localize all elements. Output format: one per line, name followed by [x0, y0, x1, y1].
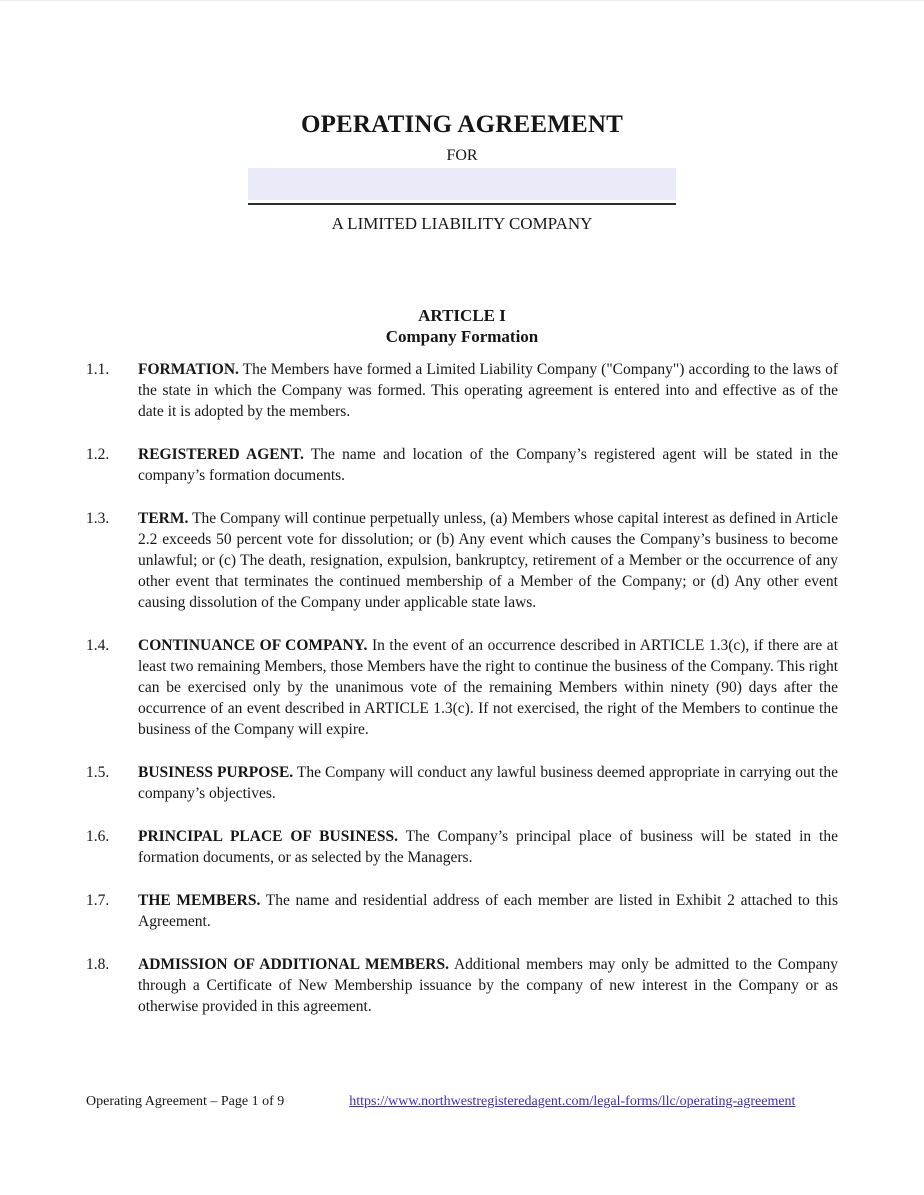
- section-number: 1.3.: [86, 510, 110, 527]
- section-text: Additional members may only be admitted to the Company through a Certificate of New Membership issuance by the company of new interest in the Company or as otherwise provided in this agreement.: [138, 956, 838, 1015]
- section-principal-place-of-business: [86, 826, 838, 868]
- section-number: 1.6.: [86, 828, 110, 845]
- section-body: [138, 444, 838, 486]
- section-number: 1.2.: [86, 446, 110, 463]
- section-number: 1.8.: [86, 956, 110, 973]
- company-name-input[interactable]: [248, 168, 676, 200]
- section-title: BUSINESS PURPOSE.: [138, 764, 294, 781]
- section-body: [138, 635, 838, 740]
- section-number: 1.7.: [86, 892, 110, 909]
- section-title: REGISTERED AGENT.: [138, 446, 304, 463]
- article-sections: [86, 359, 838, 1017]
- section-title: ADMISSION OF ADDITIONAL MEMBERS.: [138, 956, 449, 973]
- section-text: In the event of an occurrence described in ARTICLE 1.3(c), if there are at least two remaining Members, those Members have the right to continue the business of the Company. This right can be exercised only by the unanimous vote of the remaining Members within ninety (90) days after the occurrence of an event described in ARTICLE 1.3(c). If not exercised, the right of the Members to continue the business of the Company will expire.: [138, 637, 838, 738]
- section-body: [138, 762, 838, 804]
- section-title: THE MEMBERS.: [138, 892, 261, 909]
- section-formation: [86, 359, 838, 422]
- section-body: [138, 826, 838, 868]
- llc-subheading: A LIMITED LIABILITY COMPANY: [331, 214, 593, 233]
- section-number: 1.4.: [86, 637, 110, 654]
- footer-source-link[interactable]: https://www.northwestregisteredagent.com/legal-forms/llc/operating-agreement: [349, 1094, 796, 1109]
- article-subheading: Company Formation: [385, 327, 539, 346]
- section-text: The Company will continue perpetually unless, (a) Members whose capital interest as defined in Article 2.2 exceeds 50 percent vote for dissolution; or (b) Any event which causes the Company’s business to become unlawful; or (c) The death, resignation, expulsion, bankruptcy, retirement of a Member or the occurrence of any other event that terminates the continued membership of a Member of the Company; or (d) Any other event causing dissolution of the Company under applicable state laws.: [138, 510, 838, 611]
- section-body: [138, 359, 838, 422]
- section-body: [138, 954, 838, 1017]
- section-title: PRINCIPAL PLACE OF BUSINESS.: [138, 828, 398, 845]
- section-text: The name and residential address of each member are listed in Exhibit 2 attached to this Agreement.: [138, 892, 838, 930]
- document-title: OPERATING AGREEMENT: [300, 111, 624, 138]
- section-term: [86, 508, 838, 613]
- section-title: TERM.: [138, 510, 189, 527]
- section-the-members: [86, 890, 838, 932]
- company-name-underline: [248, 203, 676, 205]
- section-admission-of-additional-members: [86, 954, 838, 1017]
- section-text: The Company will conduct any lawful business deemed appropriate in carrying out the company’s objectives.: [138, 764, 838, 802]
- section-text: The Company’s principal place of business will be stated in the formation documents, or as selected by the Managers.: [138, 828, 838, 866]
- section-title: CONTINUANCE OF COMPANY.: [138, 637, 368, 654]
- section-text: The name and location of the Company’s registered agent will be stated in the company’s formation documents.: [138, 446, 838, 484]
- section-body: [138, 890, 838, 932]
- page-footer: [86, 1093, 838, 1111]
- section-continuance-of-company: [86, 635, 838, 740]
- section-title: FORMATION.: [138, 361, 239, 378]
- section-number: 1.1.: [86, 361, 110, 378]
- for-label: FOR: [446, 147, 478, 164]
- section-number: 1.5.: [86, 764, 110, 781]
- section-body: [138, 508, 838, 613]
- company-name-field-wrap: [248, 168, 676, 205]
- section-text: The Members have formed a Limited Liability Company ("Company") according to the laws of the state in which the Company was formed. This operating agreement is entered into and effective as of the date it is adopted by the members.: [138, 361, 838, 420]
- footer-page-label: Operating Agreement – Page 1 of 9: [86, 1094, 285, 1109]
- section-registered-agent: [86, 444, 838, 486]
- article-heading: ARTICLE I: [418, 306, 506, 325]
- section-business-purpose: [86, 762, 838, 804]
